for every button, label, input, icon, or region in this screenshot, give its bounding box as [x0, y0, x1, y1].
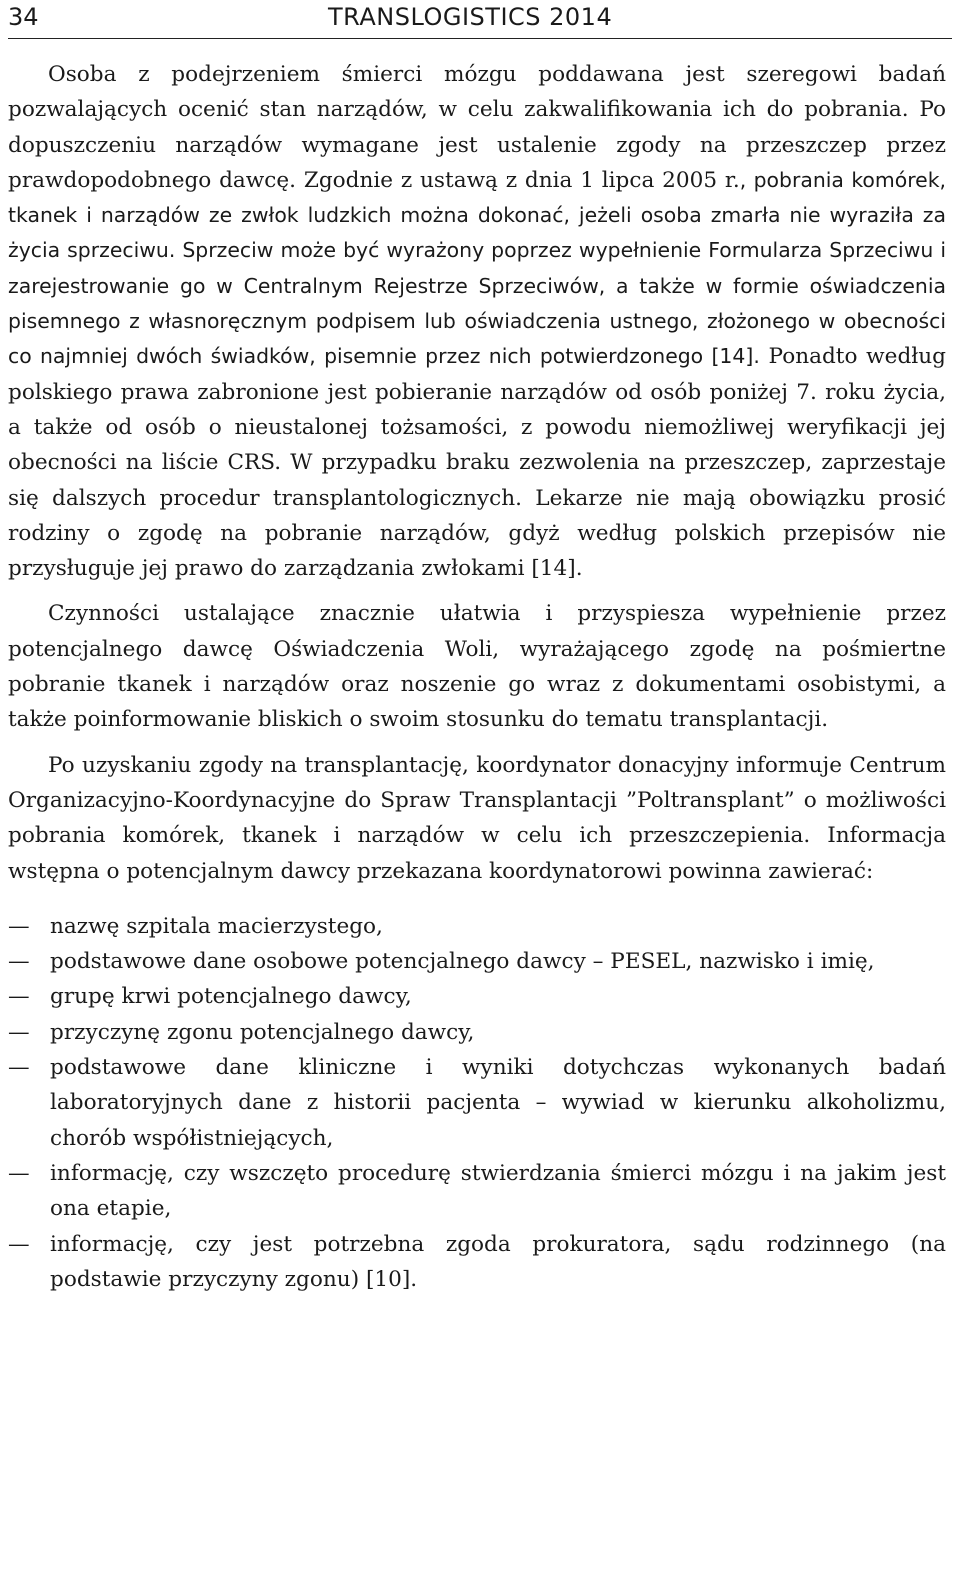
body-text: [8, 57, 946, 1297]
paragraph-2: [8, 596, 946, 737]
list-item: [8, 979, 946, 1014]
text-run: Po uzyskaniu zgody na transplantację, koordynator donacyjny informuje Centrum Organizacyjno-Koordynacyjne do Spraw Transplantacji ”Poltransplant” o możliwości pobrania komórek, tkanek i narządów w celu ich przeszczepienia. Informacja wstępna o potencjalnym dawcy przekazana koordynatorowi powinna zawierać:: [8, 752, 946, 884]
journal-title: TRANSLOGISTICS 2014: [328, 3, 613, 31]
info-list: [8, 909, 946, 1297]
bullet-dash: —: [8, 1019, 30, 1045]
bullet-dash: —: [8, 984, 30, 1010]
text-run: Osoba z podejrzeniem śmierci mózgu poddawana jest szeregowi badań pozwalających ocenić stan narządów, w celu zakwalifikowania ich do pobrania. Po dopuszczeniu narządów wymagane jest ustalenie zgody na przeszczep przez prawdopodobnego dawcę. Zgodnie z ustawą z dnia 1 lipca 2005 r.: [8, 62, 946, 193]
list-item: [8, 909, 946, 944]
list-item: [8, 1050, 946, 1156]
paragraph-3: [8, 748, 946, 889]
bullet-dash: —: [8, 949, 30, 975]
list-item: [8, 1015, 946, 1050]
list-item-text: grupę krwi potencjalnego dawcy,: [50, 984, 412, 1010]
list-item-text: podstawowe dane osobowe potencjalnego dawcy – PESEL, nazwisko i imię,: [50, 949, 875, 975]
bullet-dash: —: [8, 913, 30, 939]
bullet-dash: —: [8, 1231, 30, 1257]
list-item: [8, 1227, 946, 1298]
text-run-sans: , pobrania komórek, tkanek i narządów ze zwłok ludzkich można dokonać, jeżeli osoba zmarła nie wyraziła za życia sprzeciwu. Sprzeciw może być wyrażony poprzez wypełnienie Formularza Sprzeciwu i zarejestrowanie go w Centralnym Rejestrze Sprzeciwów, a także w formie oświadczenia pisemnego z własnoręcznym podpisem lub oświadczenia ustnego, złożonego w obecności co najmniej dwóch świadków, pisemnie przez nich potwierdzonego [14].: [8, 167, 946, 369]
bullet-dash: —: [8, 1055, 30, 1081]
list-item: [8, 1156, 946, 1227]
list-item-text: podstawowe dane kliniczne i wyniki dotychczas wykonanych badań laboratoryjnych dane z historii pacjenta – wywiad w kierunku alkoholizmu, chorób współistniejących,: [50, 1055, 946, 1151]
running-header: [8, 0, 952, 39]
page-number: 34: [8, 3, 39, 31]
bullet-dash: —: [8, 1160, 30, 1186]
text-run: Ponadto według polskiego prawa zabronione jest pobieranie narządów od osób poniżej 7. roku życia, a także od osób o nieustalonej tożsamości, z powodu niemożliwej weryfikacji jej obecności na liście CRS. W przypadku braku zezwolenia na przeszczep, zaprzestaje się dalszych procedur transplantologicznych. Lekarze nie mają obowiązku prosić rodziny o zgodę na pobranie narządów, gdyż według polskich przepisów nie przysługuje jej prawo do zarządzania zwłokami [14].: [8, 344, 946, 582]
list-item-text: przyczynę zgonu potencjalnego dawcy,: [50, 1019, 475, 1045]
list-item-text: informację, czy jest potrzebna zgoda prokuratora, sądu rodzinnego (na podstawie przyczyny zgonu) [10].: [50, 1231, 946, 1292]
text-run: Czynności ustalające znacznie ułatwia i przyspiesza wypełnienie przez potencjalnego dawcę Oświadczenia Woli, wyrażającego zgodę na pośmiertne pobranie tkanek i narządów oraz noszenie go wraz z dokumentami osobistymi, a także poinformowanie bliskich o swoim stosunku do tematu transplantacji.: [8, 601, 946, 733]
list-item-text: nazwę szpitala macierzystego,: [50, 913, 383, 939]
list-item-text: informację, czy wszczęto procedurę stwierdzania śmierci mózgu i na jakim jest ona etapie,: [50, 1160, 946, 1222]
list-item: [8, 944, 946, 979]
paragraph-1: [8, 57, 946, 586]
